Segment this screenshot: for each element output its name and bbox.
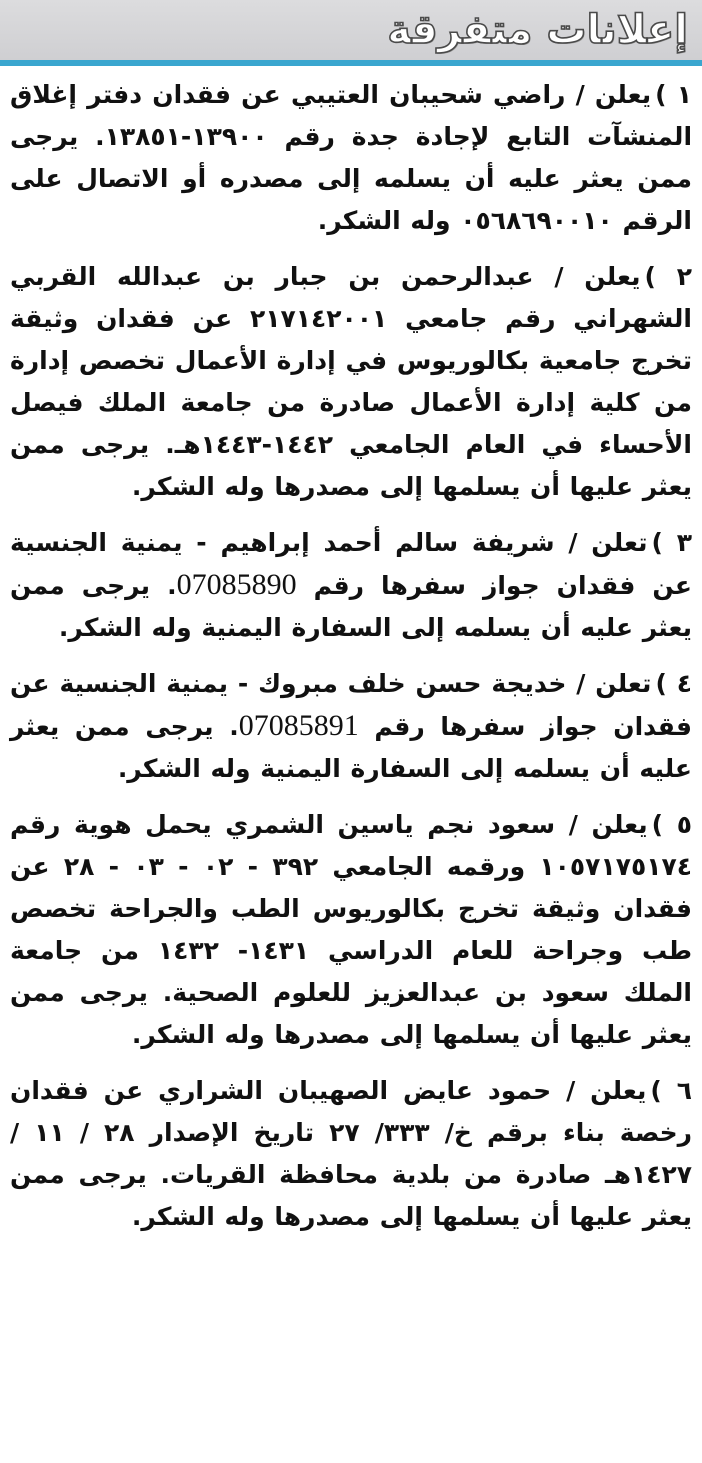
ad-item-1 — [10, 74, 692, 242]
ad-number: ٤ ) — [655, 669, 692, 698]
ad-item-2 — [10, 256, 692, 508]
ad-item-5 — [10, 804, 692, 1056]
ad-number: ٣ ) — [651, 528, 692, 557]
ad-text: . يرجى ممن يعثر عليه أن يسلمه إلى السفارة اليمنية وله الشكر. — [10, 571, 692, 642]
ad-number: ٥ ) — [651, 810, 692, 839]
ad-text: يعلن / راضي شحيبان العتيبي عن فقدان دفتر إغلاق المنشآت التابع لإجادة جدة رقم ١٣٩٠٠-١٣٨٥١. يرجى ممن يعثر عليه أن يسلمه إلى مصدره أو الاتصال على الرقم ٠٥٦٨٦٩٠٠١٠ وله الشكر. — [10, 80, 693, 235]
ad-item-4 — [10, 663, 692, 790]
section-header — [0, 0, 702, 60]
ad-item-6 — [10, 1070, 692, 1238]
ad-text: يعلن / عبدالرحمن بن جبار بن عبدالله القربي الشهراني رقم جامعي ٢١٧١٤٢٠٠١ عن فقدان وثيقة تخرج جامعية بكالوريوس في إدارة الأعمال تخصص إدارة من كلية إدارة الأعمال صادرة من جامعة الملك فيصل الأحساء في العام الجامعي ١٤٤٢-١٤٤٣هـ. يرجى ممن يعثر عليها أن يسلمها إلى مصدرها وله الشكر. — [10, 262, 692, 501]
ads-list — [0, 66, 702, 1238]
ad-number: ١ ) — [655, 80, 692, 109]
ad-text: يعلن / حمود عايض الصهيبان الشراري عن فقدان رخصة بناء برقم خ/ ٣٣٣/ ٢٧ تاريخ الإصدار ٢٨ / ١١ / ١٤٢٧هـ صادرة من بلدية محافظة القريات. يرجى ممن يعثر عليها أن يسلمها إلى مصدرها وله الشكر. — [10, 1076, 693, 1231]
ad-number: ٦ ) — [650, 1076, 692, 1105]
passport-number: 07085891 — [238, 709, 359, 742]
ad-text: تعلن / شريفة سالم أحمد إبراهيم - يمنية الجنسية عن فقدان جواز سفرها رقم — [10, 528, 692, 600]
ad-text: تعلن / خديجة حسن خلف مبروك - يمنية الجنسية عن فقدان جواز سفرها رقم — [10, 669, 692, 741]
ad-text: يعلن / سعود نجم ياسين الشمري يحمل هوية رقم ١٠٥٧١٧٥١٧٤ ورقمه الجامعي ٣٩٢ - ٠٢ - ٠٣ - ٢٨ عن فقدان وثيقة تخرج بكالوريوس الطب والجراحة تخصص طب وجراحة للعام الدراسي ١٤٣١- ١٤٣٢ من جامعة الملك سعود بن عبدالعزيز للعلوم الصحية. يرجى ممن يعثر عليها أن يسلمها إلى مصدرها وله الشكر. — [10, 810, 692, 1049]
section-title: إعلانات متفرقة — [387, 7, 688, 53]
passport-number: 07085890 — [176, 568, 297, 601]
ad-item-3 — [10, 522, 692, 649]
ad-number: ٢ ) — [644, 262, 692, 291]
ad-text: . يرجى ممن يعثر عليه أن يسلمه إلى السفارة اليمنية وله الشكر. — [10, 712, 692, 783]
